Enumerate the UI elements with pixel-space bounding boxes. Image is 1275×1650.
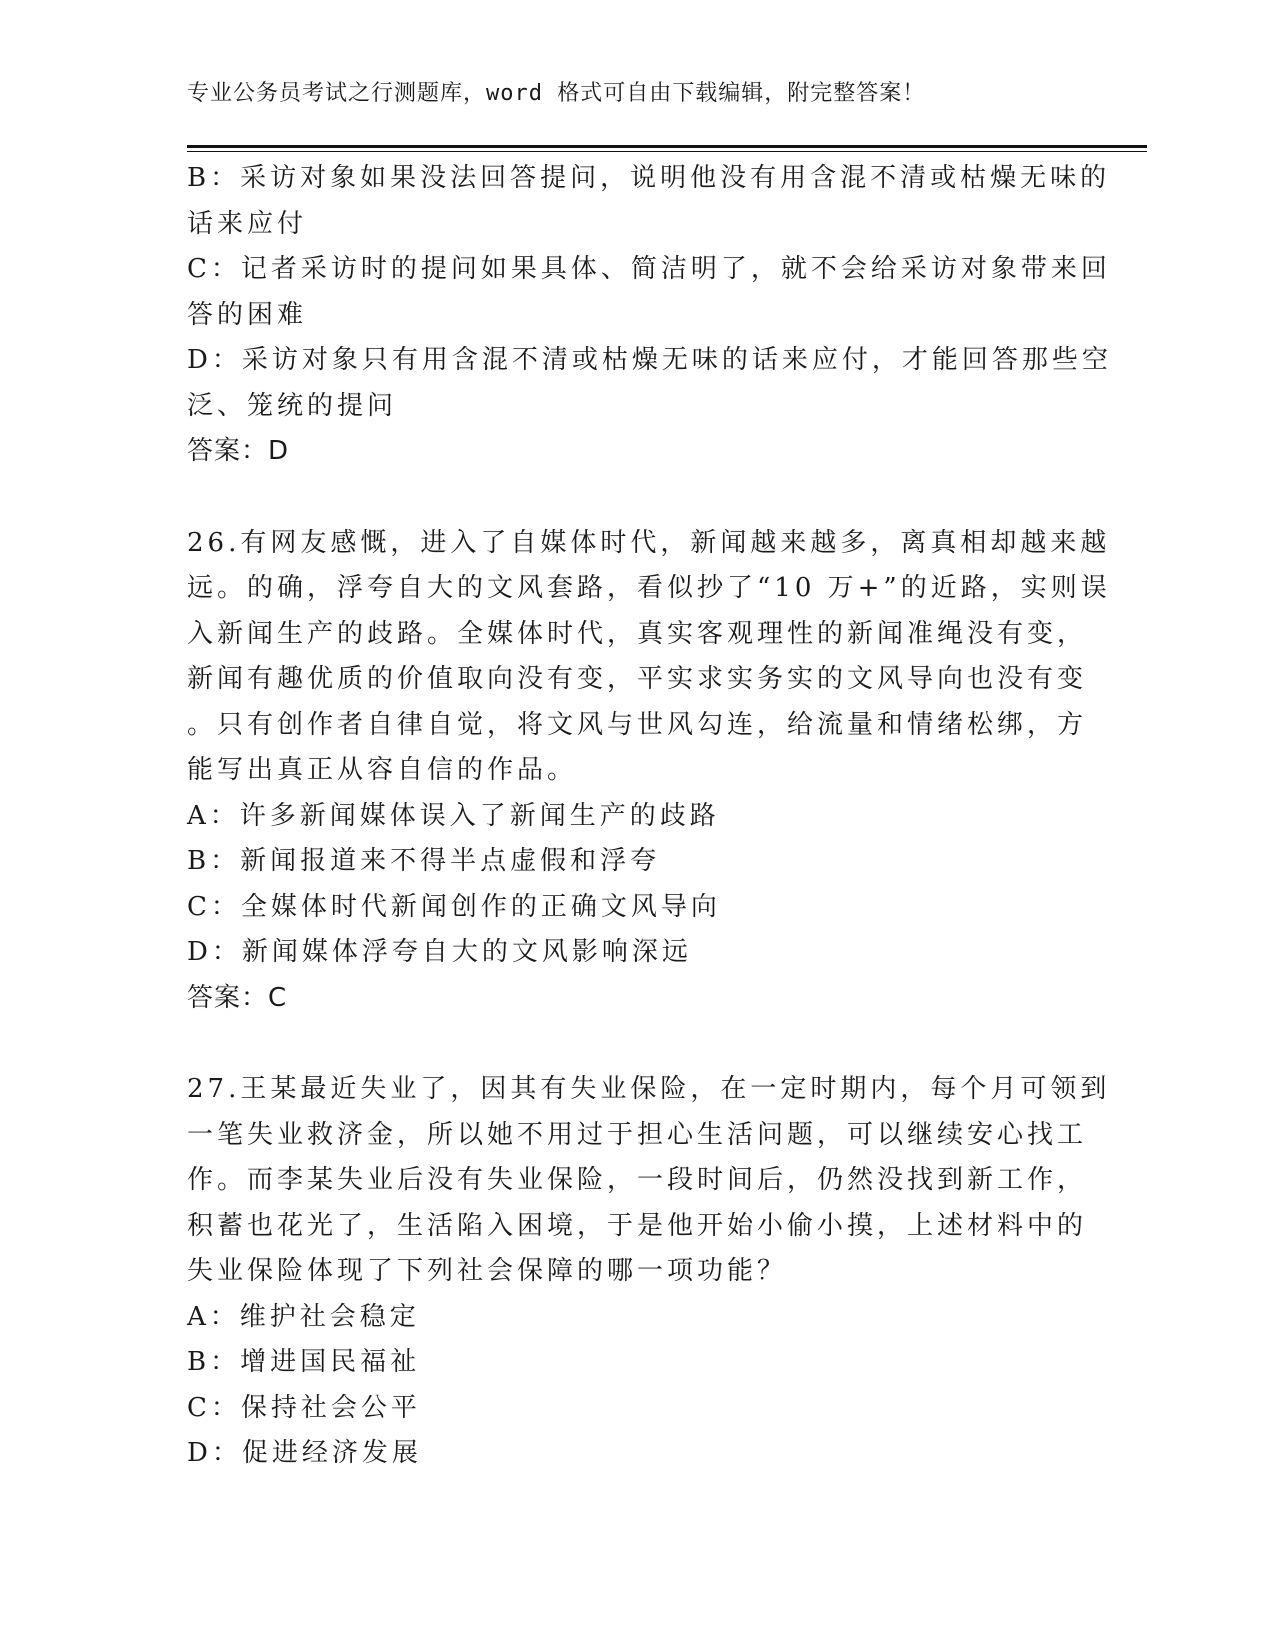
q27-option-a: A：维护社会稳定 (187, 1301, 420, 1332)
q26-option-c: C：全媒体时代新闻创作的正确文风导向 (187, 891, 721, 922)
question-27 (187, 1067, 1111, 1477)
q26-stem-line: 入新闻生产的歧路。全媒体时代，真实客观理性的新闻准绳没有变， (187, 618, 1088, 649)
q26-option-a: A：许多新闻媒体误入了新闻生产的歧路 (187, 800, 720, 831)
q26-answer: 答案：C (187, 982, 288, 1013)
q26-stem-line: 。只有创作者自律自觉，将文风与世风勾连，给流量和情绪松绑，方 (187, 709, 1088, 740)
question-26 (187, 521, 1111, 1022)
q25-answer: 答案：D (187, 436, 290, 466)
q27-option-c: C：保持社会公平 (187, 1392, 421, 1423)
q27-stem-line: 27.王某最近失业了，因其有失业保险，在一定时期内，每个月可领到 (187, 1074, 1111, 1104)
q25-option-d-line-1: D：采访对象只有用含混不清或枯燥无味的话来应付，才能回答那些空 (187, 345, 1112, 375)
q25-option-d-line-2: 泛、笼统的提问 (187, 390, 398, 421)
q27-stem-line: 一笔失业救济金，所以她不用过于担心生活问题，可以继续安心找工 (187, 1119, 1088, 1150)
question-25-options (187, 156, 1112, 475)
q25-option-b-line-2: 话来应付 (187, 208, 308, 239)
header-rule-thick (187, 145, 1147, 148)
q26-option-b: B：新闻报道来不得半点虚假和浮夸 (187, 846, 661, 876)
q26-stem-line: 新闻有趣优质的价值取向没有变，平实求实务实的文风导向也没有变 (187, 664, 1088, 694)
q26-stem-line: 远。的确，浮夸自大的文风套路，看似抄了“10 万+”的近路，实则误 (187, 573, 1111, 603)
header-rule-thin (187, 151, 1147, 152)
q26-stem-line: 能写出真正从容自信的作品。 (187, 755, 578, 785)
q25-option-c-line-1: C：记者采访时的提问如果具体、简洁明了，就不会给采访对象带来回 (187, 254, 1111, 284)
page-header: 专业公务员考试之行测题库，word 格式可自由下载编辑，附完整答案！ (187, 81, 926, 106)
q27-stem-line: 作。而李某失业后没有失业保险，一段时间后，仍然没找到新工作， (187, 1165, 1088, 1195)
document-body (187, 156, 1112, 1477)
q26-option-d: D：新闻媒体浮夸自大的文风影响深远 (187, 937, 692, 967)
q27-stem-line: 失业保险体现了下列社会保障的哪一项功能？ (187, 1256, 788, 1286)
q27-option-b: B：增进国民福祉 (187, 1347, 421, 1377)
q27-stem-line: 积蓄也花光了，生活陷入困境，于是他开始小偷小摸，上述材料中的 (187, 1210, 1088, 1241)
spacer (187, 1021, 1087, 1067)
q25-option-c-line-2: 答的困难 (187, 299, 308, 330)
q27-option-d: D：促进经济发展 (187, 1438, 422, 1468)
q26-stem-line: 26.有网友感慨，进入了自媒体时代，新闻越来越多，离真相却越来越 (187, 527, 1111, 558)
spacer (187, 475, 1087, 521)
q25-option-b-line-1: B：采访对象如果没法回答提问，说明他没有用含混不清或枯燥无味的 (187, 163, 1111, 193)
